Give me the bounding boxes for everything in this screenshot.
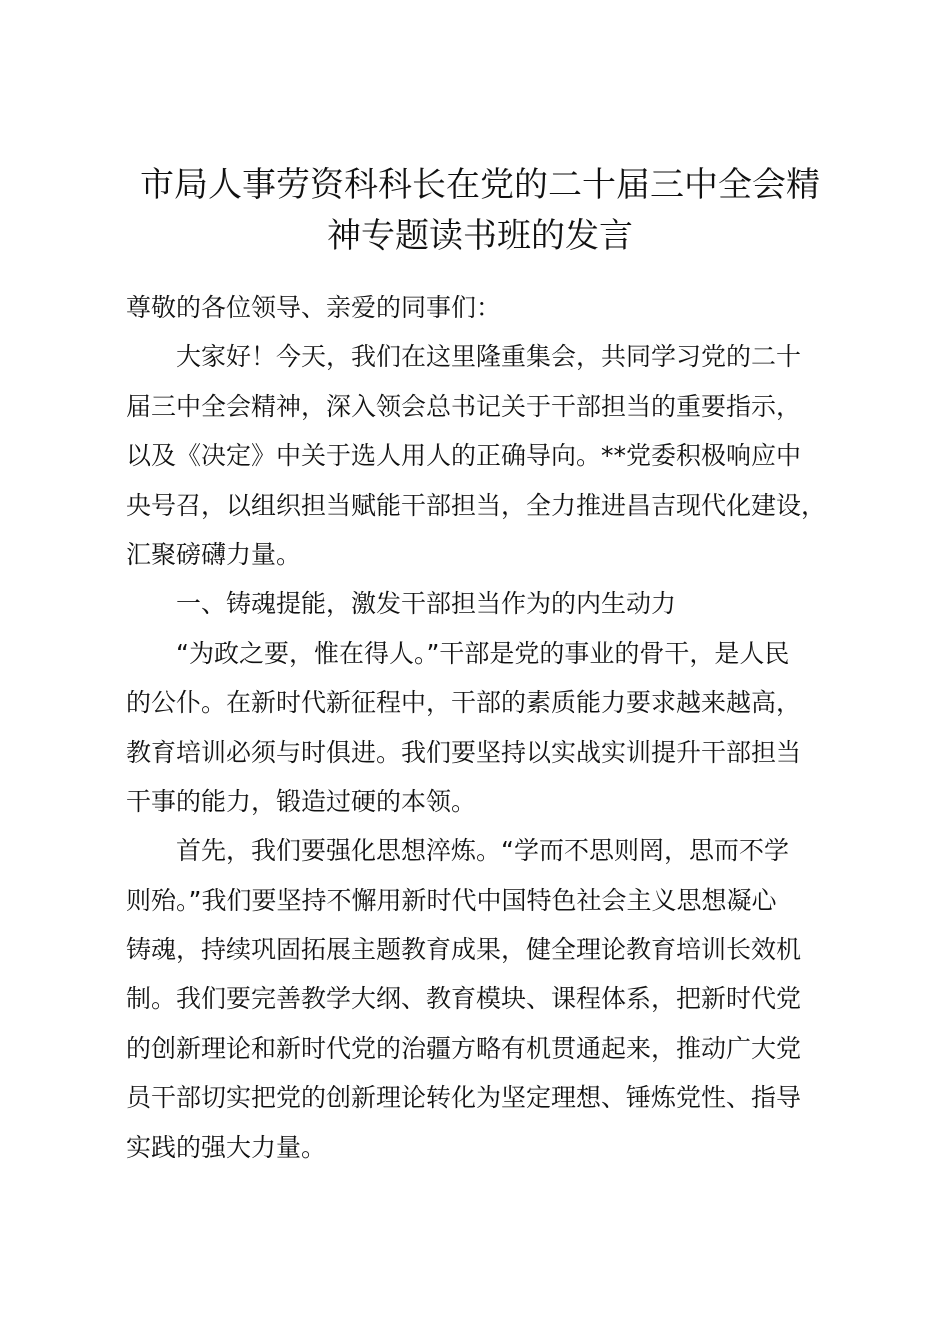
- paragraph-line: 干事的能力，锻造过硬的本领。: [126, 786, 477, 816]
- document-title: [100, 160, 860, 262]
- paragraph-line: 汇聚磅礴力量。: [126, 539, 302, 569]
- paragraph-line: 的创新理论和新时代党的治疆方略有机贯通起来，推动广大党: [126, 1033, 802, 1063]
- document-body: [126, 283, 856, 1172]
- paragraph-line: “为政之要，惟在得人。”干部是党的事业的骨干，是人民: [176, 638, 790, 668]
- title-line-2: 神专题读书班的发言: [327, 216, 633, 256]
- paragraph-line: 实践的强大力量。: [126, 1132, 327, 1162]
- paragraph-ideology: [126, 826, 856, 1172]
- paragraph-line: 央号召，以组织担当赋能干部担当，全力推进昌吉现代化建设，: [126, 490, 827, 520]
- paragraph-line: 届三中全会精神，深入领会总书记关于干部担当的重要指示，: [126, 391, 802, 421]
- paragraph-line: 以及《决定》中关于选人用人的正确导向。**党委积极响应中: [126, 441, 802, 471]
- paragraph-line: 员干部切实把党的创新理论转化为坚定理想、锤炼党性、指导: [126, 1083, 802, 1113]
- paragraph-line: 铸魂，持续巩固拓展主题教育成果，健全理论教育培训长效机: [126, 935, 802, 965]
- title-line-1: 市局人事劳资科科长在党的二十届三中全会精: [140, 165, 820, 205]
- paragraph-line: 教育培训必须与时俱进。我们要坚持以实战实训提升干部担当: [126, 737, 802, 767]
- paragraph-line: 则殆。”我们要坚持不懈用新时代中国特色社会主义思想凝心: [126, 885, 777, 915]
- paragraph-line: 大家好！今天，我们在这里隆重集会，共同学习党的二十: [176, 342, 802, 372]
- paragraph-quote-governance: [126, 629, 856, 827]
- paragraph-opening: [126, 332, 856, 579]
- paragraph-line: 制。我们要完善教学大纲、教育模块、课程体系，把新时代党: [126, 984, 802, 1014]
- paragraph-line: 首先，我们要强化思想淬炼。“学而不思则罔，思而不学: [176, 836, 789, 866]
- section-heading-text: 一、铸魂提能，激发干部担当作为的内生动力: [176, 589, 677, 619]
- salutation: 尊敬的各位领导、亲爱的同事们：: [126, 293, 502, 322]
- section-heading-1: [126, 579, 856, 628]
- paragraph-line: 的公仆。在新时代新征程中，干部的素质能力要求越来越高，: [126, 688, 802, 718]
